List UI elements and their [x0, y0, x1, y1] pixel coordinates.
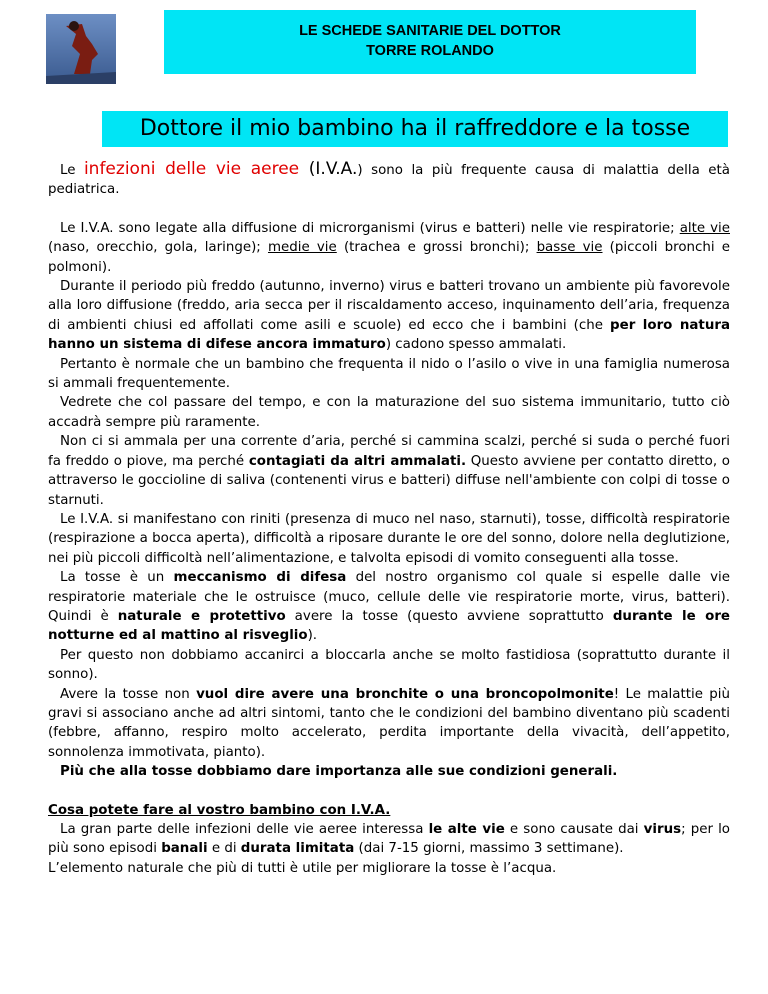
banner-line-2: TORRE ROLANDO — [366, 43, 494, 59]
paragraph-7: Le I.V.A. si manifestano con riniti (presenza di muco nel naso, starnuti), tosse, difficoltà respiratorie (respirazione a bocca aperta), difficoltà a riposare durante le ore del sonno, dolore nella deglutizione, nei più piccoli difficoltà nell’alimentazione, e talvolta episodi di vomito conseguenti alla tosse. — [48, 511, 730, 566]
section-heading: Cosa potete fare al vostro bambino con I.V.A. — [48, 802, 391, 818]
paragraph-10: Avere la tosse non vuol dire avere una bronchite o una broncopolmonite! Le malattie più gravi si associano anche ad altri sintomi, tanto che le condizioni del bambino diventano più scadenti (febbre, affanno, respiro molto accelerato, perdita importante della vivacità, dell’appetito, sonnolenza immotivata, pianto). — [48, 686, 730, 760]
document-body — [48, 160, 730, 878]
page-title: Dottore il mio bambino ha il raffreddore e la tosse — [102, 111, 728, 147]
header-banner — [164, 10, 696, 74]
paragraph-4: Pertanto è normale che un bambino che frequenta il nido o l’asilo o vive in una famiglia numerosa si ammali frequentemente. — [48, 356, 730, 392]
paragraph-11: Più che alla tosse dobbiamo dare importanza alle sue condizioni generali. — [60, 764, 618, 780]
paragraph-8: La tosse è un meccanismo di difesa del nostro organismo col quale si espelle dalle vie respiratorie materiale che le ostruisce (muco, cellule delle vie respiratorie morte, virus, batteri). Quindi è naturale e protettivo avere la tosse (questo avviene soprattutto durante le ore notturne ed al mattino al risveglio). — [48, 570, 730, 644]
banner-line-1: LE SCHEDE SANITARIE DEL DOTTOR — [299, 23, 561, 39]
paragraph-5: Vedrete che col passare del tempo, e con la maturazione del suo sistema immunitario, tutto ciò accadrà sempre più raramente. — [48, 395, 730, 430]
paragraph-2: Le I.V.A. sono legate alla diffusione di microrganismi (virus e batteri) nelle vie respiratorie; alte vie (naso, orecchio, gola, laringe); medie vie (trachea e grossi bronchi); basse vie (piccoli bronchi e polmoni). — [48, 220, 730, 275]
paragraph-1: Le infezioni delle vie aeree (I.V.A.) sono la più frequente causa di malattia della età pediatrica. — [48, 159, 730, 198]
paragraph-9: Per questo non dobbiamo accanirci a bloccarla anche se molto fastidiosa (soprattutto durante il sonno). — [48, 647, 730, 683]
paragraph-12: La gran parte delle infezioni delle vie aeree interessa le alte vie e sono causate dai virus; per lo più sono episodi banali e di durata limitata (dai 7-15 giorni, massimo 3 settimane). — [48, 822, 730, 857]
paragraph-6: Non ci si ammala per una corrente d’aria, perché si cammina scalzi, perché si suda o perché fuori fa freddo o piove, ma perché contagiati da altri ammalati. Questo avviene per contatto diretto, o attraverso le goccioline di saliva (contenenti virus e batteri) diffuse nell'ambiente con colpi di tosse o starnuti. — [48, 434, 730, 508]
paragraph-13: L’elemento naturale che più di tutti è utile per migliorare la tosse è l’acqua. — [48, 860, 557, 876]
doctor-logo-image — [46, 14, 116, 84]
paragraph-3: Durante il periodo più freddo (autunno, inverno) virus e batteri trovano un ambiente più favorevole alla loro diffusione (freddo, aria secca per il riscaldamento acceso, inquinamento dell’aria, frequenza di ambienti chiusi ed affollati come asili e scuole) ed ecco che i bambini (che per loro natura hanno un sistema di difese ancora immaturo) cadono spesso ammalati. — [48, 279, 730, 353]
